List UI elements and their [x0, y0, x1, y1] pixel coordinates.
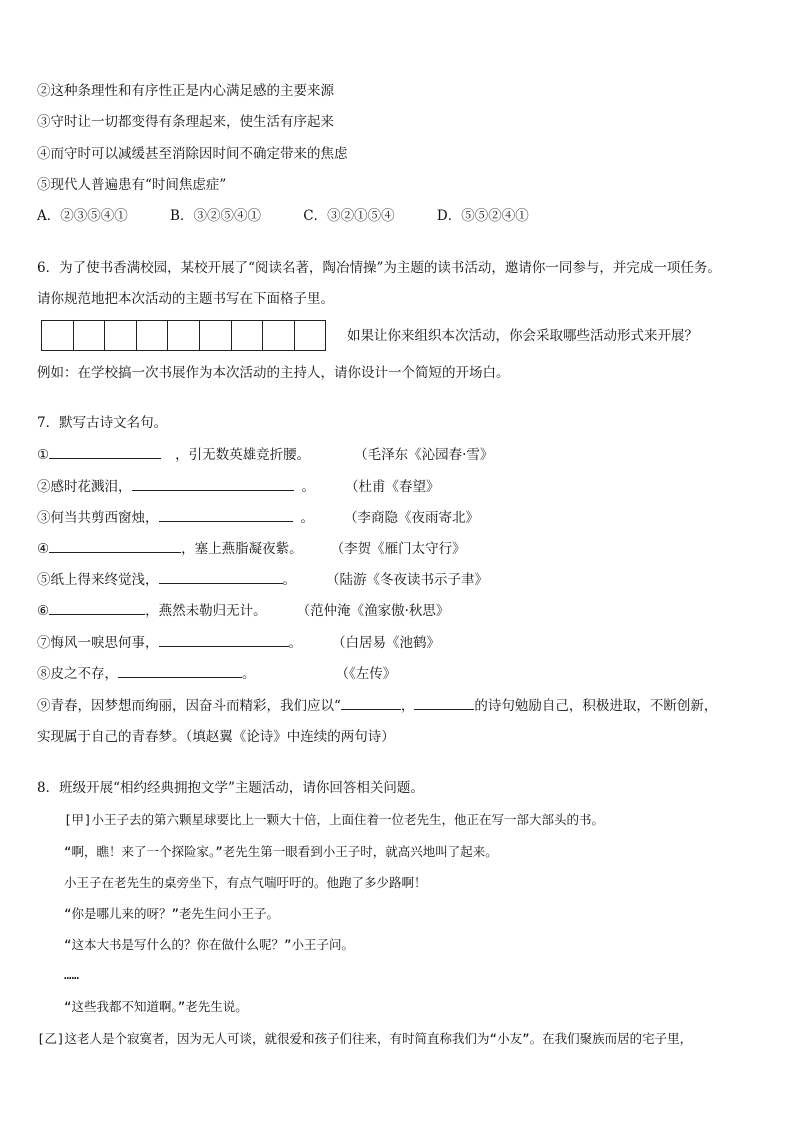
- grid-cell[interactable]: [73, 320, 106, 351]
- q7-item-9-cont: 实现属于自己的青春梦。（填赵翼《论诗》中连续的两句诗）: [37, 729, 395, 745]
- passage-line: “这些我都不知道啊。”老先生说。: [64, 999, 248, 1014]
- writing-grid[interactable]: [41, 320, 325, 351]
- q8-title: 8．班级开展“相约经典拥抱文学”主题活动，请你回答相关问题。: [37, 780, 424, 796]
- q7-item-4: ④ ，塞上燕脂凝夜紫。 （李贺《雁门太守行》: [37, 541, 466, 557]
- q7-item-6: ⑥ ，燕然未勒归无计。 （范仲淹《渔家傲·秋思》: [37, 603, 450, 619]
- q5-statement-3: ③守时让一切都变得有条理起来，使生活有序起来: [37, 114, 334, 130]
- passage-line: “啊，瞧！来了一个探险家。”老先生第一眼看到小王子时，就高兴地叫了起来。: [64, 844, 498, 859]
- q7-item-5: ⑤纸上得来终觉浅， 。 （陆游《冬夜读书示子聿》: [37, 572, 488, 588]
- grid-cell[interactable]: [294, 320, 327, 351]
- q5-options: [37, 207, 567, 225]
- q7-item-7: ⑦悔风一唳思何事， 。 （白居易《池鹤》: [37, 635, 440, 651]
- passage-line: 小王子在老先生的桌旁坐下，有点气喘吁吁的。他跑了多少路啊！: [64, 875, 427, 890]
- q7-item-3: ③何当共剪西窗烛， 。 （李商隐《夜雨寄北》: [37, 510, 479, 526]
- answer-blank[interactable]: [159, 509, 293, 522]
- grid-cell[interactable]: [167, 320, 200, 351]
- q7-item-2: ②感时花溅泪， 。 （杜甫《春望》: [37, 479, 440, 495]
- option-c: C．③②①⑤④: [303, 208, 395, 224]
- answer-blank[interactable]: [49, 602, 145, 615]
- q5-statement-5: ⑤现代人普遍患有“时间焦虑症”: [37, 177, 227, 193]
- q6-intro: 6．为了使书香满校园，某校开展了“阅读名著，陶冶情操”为主题的读书活动，邀请你一同参与，并完成一项任务。: [37, 260, 721, 276]
- grid-cell[interactable]: [262, 320, 295, 351]
- answer-blank[interactable]: [159, 571, 283, 584]
- q7-item-9: ⑨青春，因梦想而绚丽，因奋斗而精彩，我们应以“ ， 的诗句勉励自己，积极进取，不断创新，: [37, 698, 718, 714]
- answer-blank[interactable]: [132, 478, 294, 491]
- q7-item-8: ⑧皮之不存， 。 （《左传》: [37, 666, 397, 682]
- answer-blank[interactable]: [118, 665, 242, 678]
- grid-cell[interactable]: [199, 320, 232, 351]
- answer-blank[interactable]: [49, 540, 181, 553]
- grid-cell[interactable]: [136, 320, 169, 351]
- passage-line: “这本大书是写什么的？你在做什么呢？”小王子问。: [64, 937, 355, 952]
- passage-line: ……: [64, 967, 80, 982]
- passage-line: “你是哪儿来的呀？”老先生问小王子。: [64, 906, 280, 921]
- q5-statement-4: ④而守时可以减缓甚至消除因时间不确定带来的焦虑: [37, 146, 348, 162]
- option-d: D．⑤⑤②④①: [436, 208, 529, 224]
- grid-cell[interactable]: [104, 320, 137, 351]
- q7-title: 7．默写古诗文名句。: [37, 415, 168, 431]
- answer-blank[interactable]: [341, 697, 401, 710]
- passage-line: [乙]这老人是个寂寞者，因为无人可谈，就很爱和孩子们往来，有时简直称我们为“小友”。在我们聚族而居的宅子里，: [37, 1031, 693, 1046]
- q7-item-1: ① ，引无数英雄竞折腰。 （毛泽东《沁园春·雪》: [37, 447, 494, 463]
- q6-task-2: 如果让你来组织本次活动，你会采取哪些活动形式来开展？: [347, 328, 698, 344]
- q6-task-1: 请你规范地把本次活动的主题书写在下面格子里。: [37, 291, 334, 307]
- option-b: B．③②⑤④①: [170, 208, 261, 224]
- answer-blank[interactable]: [49, 446, 161, 459]
- grid-cell[interactable]: [41, 320, 74, 351]
- passage-line: [甲]小王子去的第六颗星球要比上一颗大十倍，上面住着一位老先生，他正在写一部大部头的书。: [64, 812, 605, 827]
- grid-cell[interactable]: [231, 320, 264, 351]
- answer-blank[interactable]: [414, 697, 474, 710]
- option-a: A．②③⑤④①: [37, 208, 128, 224]
- answer-blank[interactable]: [159, 634, 289, 647]
- q6-task-3: 例如：在学校搞一次书展作为本次活动的主持人，请你设计一个简短的开场白。: [37, 365, 510, 381]
- q5-statement-2: ②这种条理性和有序性正是内心满足感的主要来源: [37, 83, 334, 99]
